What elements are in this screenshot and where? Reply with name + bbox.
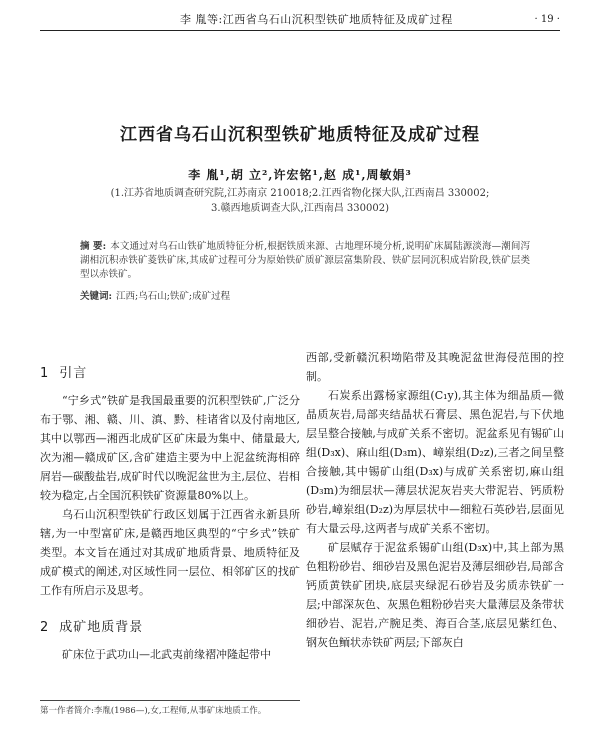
author-list: 李 胤¹,胡 立²,许宏铭¹,赵 成¹,周敏娟³ [188,168,412,182]
section-number: 1 [40,366,50,381]
left-column [40,350,300,664]
footnote: 第一作者简介:李胤(1986—),女,工程师,从事矿床地质工作。 [40,700,300,717]
intro-paragraph: “宁乡式”铁矿是我国最重要的沉积型铁矿,广泛分布于鄂、湘、赣、川、滇、黔、桂诸省以及付南地区,其中以鄂西—湘西北成矿区矿床最为集中、储量最大,次为湘—赣成矿区,含矿建造主要为中上泥盆统海相碎屑岩—碳酸盐岩,成矿时代以晚泥盆世为主,层位、岩相较为稳定,占全国沉积铁矿资源量80%以上。 [40,394,300,502]
section-heading-introduction [40,364,300,383]
geology-paragraph: 矿床位于武功山—北武夷前缘褶冲隆起带中 [62,648,271,661]
section-title: 成矿地质背景 [59,620,144,635]
keywords [80,290,530,304]
continued-paragraph: 西部,受新赣沉积坳陷带及其晚泥盆世海侵范围的控制。 [306,351,564,383]
body-paragraph: 矿层赋存于泥盆系锡矿山组(D₃x)中,其上部为黑色粗粉砂岩、细砂岩及黑色泥岩及薄层细砂岩,局部含钙质黄铁矿团块,底层夹绿泥石砂岩及劣质赤铁矿一层;中部深灰色、灰黑色粗粉砂岩夹大量薄层及条带状细砂岩、泥岩,产腕足类、海百合茎,底层见紫红色、钢灰色鲕状赤铁矿两层;下部灰白 [306,541,564,649]
abstract [80,240,530,282]
page-number: · 19 · [534,14,560,25]
right-column [306,348,564,652]
article-title: 江西省乌石山沉积型铁矿地质特征及成矿过程 [120,125,480,145]
running-title: 李 胤等:江西省乌石山沉积型铁矿地质特征及成矿过程 [180,13,453,26]
keywords-label: 关键词: [80,291,113,302]
affiliation-line: 3.赣西地质调查大队,江西南昌 330002) [211,203,389,214]
section-number: 2 [40,620,50,635]
section-title: 引言 [59,366,88,381]
affiliation-line: (1.江苏省地质调查研究院,江苏南京 210018;2.江西省物化探大队,江西南昌 330002; [110,188,490,199]
affiliations [60,186,540,216]
abstract-label: 摘 要: [80,241,107,252]
running-header [40,12,560,31]
abstract-text: 本文通过对乌石山铁矿地质特征分析,根据铁质来源、古地理环境分析,说明矿床属陆源淡海—潮间泻湖相沉积赤铁矿菱铁矿床,其成矿过程可分为原始铁矿质矿源层富集阶段、铁矿层同沉积成岩阶段,铁矿层类型以赤铁矿。 [80,241,530,280]
body-paragraph: 石炭系出露杨家源组(C₁y),其主体为细晶质—微晶质灰岩,局部夹结晶状石膏层、黑色泥岩,与下伏地层呈整合接触,与成矿关系不密切。泥盆系见有锡矿山组(D₃x)、麻山组(D₃m)、嶂岽组(D₂z),三者之间呈整合接触,其中锡矿山组(D₃x)与成矿关系密切,麻山组(D₃m)为细层状—薄层状泥灰岩夹大带泥岩、钙质粉砂岩,嶂岽组(D₂z)为厚层状中—细粒石英砂岩,层面见有大量云母,这两者与成矿关系不密切。 [306,389,564,535]
keywords-text: 江西;乌石山;铁矿;成矿过程 [116,291,231,302]
section-heading-geology [40,618,300,637]
intro-paragraph: 乌石山沉积型铁矿行政区划属于江西省永新县所辖,为一中型富矿床,是赣西地区典型的“宁乡式”铁矿类型。本文旨在通过对其成矿地质背景、地质特征及成矿模式的阐述,对区域性同一层位、相邻矿区的找矿工作有所启示及思考。 [40,508,300,597]
